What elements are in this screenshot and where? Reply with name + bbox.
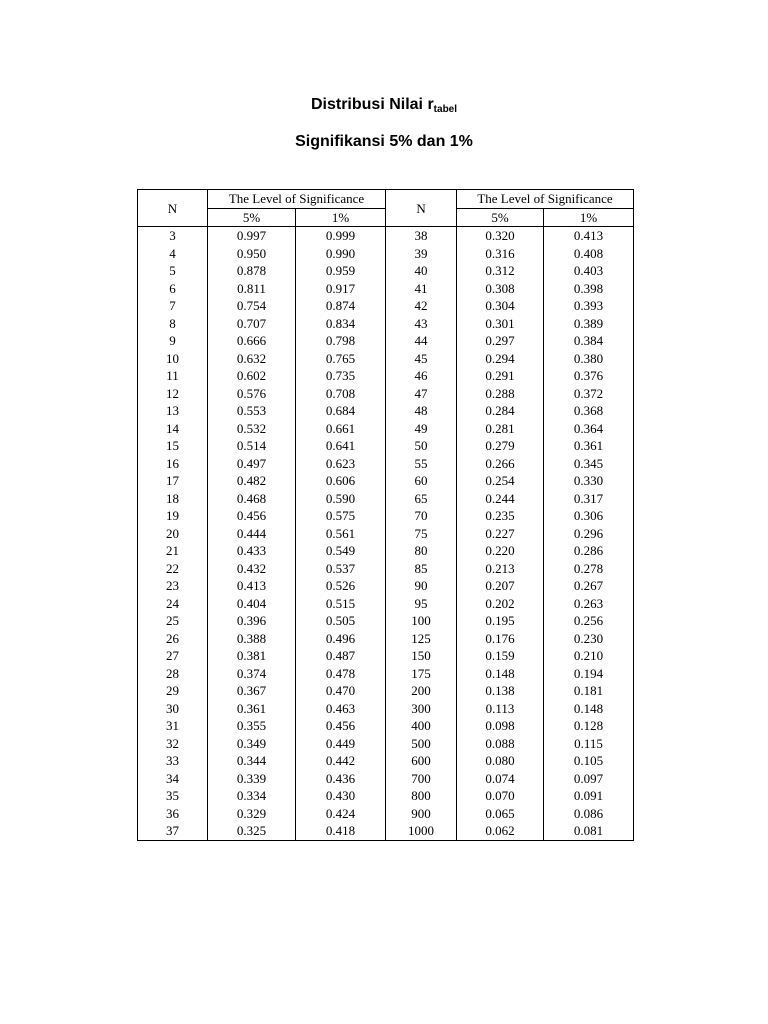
sig5-cell-right: 0.176 — [457, 630, 544, 648]
sig5-cell-right: 0.080 — [457, 752, 544, 770]
table-row — [138, 227, 634, 245]
sig1-cell-right: 0.286 — [544, 542, 634, 560]
table-row — [138, 770, 634, 788]
sig1-cell-left: 0.470 — [296, 682, 386, 700]
table-row — [138, 525, 634, 543]
n-cell-left: 3 — [138, 227, 208, 245]
sig1-cell-left: 0.661 — [296, 420, 386, 438]
n-cell-right: 65 — [386, 490, 457, 508]
n-cell-right: 39 — [386, 245, 457, 263]
sig1-cell-left: 0.623 — [296, 455, 386, 473]
sig5-cell-right: 0.304 — [457, 297, 544, 315]
n-cell-right: 40 — [386, 262, 457, 280]
sig5-cell-left: 0.632 — [208, 350, 296, 368]
sig5-cell-left: 0.754 — [208, 297, 296, 315]
sig5-cell-left: 0.432 — [208, 560, 296, 578]
sig1-cell-right: 0.278 — [544, 560, 634, 578]
sig1-cell-left: 0.478 — [296, 665, 386, 683]
table-row — [138, 542, 634, 560]
sig5-cell-right: 0.113 — [457, 700, 544, 718]
sig5-cell-right: 0.294 — [457, 350, 544, 368]
table-row — [138, 297, 634, 315]
n-cell-left: 31 — [138, 717, 208, 735]
n-cell-left: 30 — [138, 700, 208, 718]
table-row — [138, 385, 634, 403]
n-cell-left: 32 — [138, 735, 208, 753]
n-cell-right: 70 — [386, 507, 457, 525]
sig5-cell-right: 0.301 — [457, 315, 544, 333]
sig5-cell-left: 0.396 — [208, 612, 296, 630]
sig5-cell-left: 0.367 — [208, 682, 296, 700]
n-cell-right: 43 — [386, 315, 457, 333]
sig5-cell-left: 0.404 — [208, 595, 296, 613]
n-cell-left: 28 — [138, 665, 208, 683]
n-cell-left: 17 — [138, 472, 208, 490]
table-row — [138, 700, 634, 718]
table-row — [138, 630, 634, 648]
table-row — [138, 682, 634, 700]
table-row — [138, 612, 634, 630]
n-cell-left: 11 — [138, 367, 208, 385]
sig1-cell-left: 0.765 — [296, 350, 386, 368]
sig1-cell-left: 0.874 — [296, 297, 386, 315]
sig5-cell-right: 0.062 — [457, 822, 544, 840]
sig5-cell-left: 0.811 — [208, 280, 296, 298]
sig5-cell-left: 0.388 — [208, 630, 296, 648]
n-cell-right: 500 — [386, 735, 457, 753]
title-subscript: tabel — [433, 104, 458, 115]
n-cell-left: 27 — [138, 647, 208, 665]
sig1-cell-left: 0.606 — [296, 472, 386, 490]
n-cell-right: 600 — [386, 752, 457, 770]
n-cell-right: 80 — [386, 542, 457, 560]
sig1-cell-left: 0.708 — [296, 385, 386, 403]
n-cell-right: 200 — [386, 682, 457, 700]
sig5-cell-left: 0.997 — [208, 227, 296, 245]
n-cell-left: 5 — [138, 262, 208, 280]
sig5-cell-right: 0.284 — [457, 402, 544, 420]
r-table — [137, 189, 634, 841]
n-header-right: N — [386, 190, 457, 227]
table-body — [138, 227, 634, 841]
sig5-cell-right: 0.235 — [457, 507, 544, 525]
sig5-cell-left: 0.576 — [208, 385, 296, 403]
table-row — [138, 595, 634, 613]
sig1-cell-right: 0.317 — [544, 490, 634, 508]
sig1-cell-left: 0.526 — [296, 577, 386, 595]
level-header-right: The Level of Significance — [457, 190, 634, 209]
sig1-cell-right: 0.081 — [544, 822, 634, 840]
pct5-header-right: 5% — [457, 208, 544, 227]
n-cell-right: 1000 — [386, 822, 457, 840]
sig5-cell-right: 0.281 — [457, 420, 544, 438]
sig1-cell-left: 0.575 — [296, 507, 386, 525]
n-cell-left: 12 — [138, 385, 208, 403]
sig1-cell-left: 0.641 — [296, 437, 386, 455]
sig1-cell-right: 0.393 — [544, 297, 634, 315]
table-row — [138, 665, 634, 683]
sig5-cell-left: 0.553 — [208, 402, 296, 420]
sig5-cell-left: 0.339 — [208, 770, 296, 788]
sig1-cell-right: 0.398 — [544, 280, 634, 298]
sig5-cell-left: 0.482 — [208, 472, 296, 490]
n-cell-right: 800 — [386, 787, 457, 805]
sig1-cell-right: 0.296 — [544, 525, 634, 543]
n-cell-left: 33 — [138, 752, 208, 770]
table-row — [138, 420, 634, 438]
n-cell-left: 35 — [138, 787, 208, 805]
sig1-cell-right: 0.115 — [544, 735, 634, 753]
sig5-cell-left: 0.468 — [208, 490, 296, 508]
sig1-cell-left: 0.590 — [296, 490, 386, 508]
sig5-cell-left: 0.344 — [208, 752, 296, 770]
sig5-cell-right: 0.098 — [457, 717, 544, 735]
level-header-left: The Level of Significance — [208, 190, 386, 209]
n-cell-right: 90 — [386, 577, 457, 595]
n-cell-right: 60 — [386, 472, 457, 490]
n-cell-left: 24 — [138, 595, 208, 613]
n-cell-left: 14 — [138, 420, 208, 438]
n-cell-right: 150 — [386, 647, 457, 665]
n-cell-right: 125 — [386, 630, 457, 648]
sig5-cell-right: 0.220 — [457, 542, 544, 560]
sig1-cell-left: 0.449 — [296, 735, 386, 753]
sig1-cell-right: 0.148 — [544, 700, 634, 718]
n-cell-right: 85 — [386, 560, 457, 578]
sig5-cell-right: 0.195 — [457, 612, 544, 630]
n-cell-right: 38 — [386, 227, 457, 245]
sig5-cell-left: 0.602 — [208, 367, 296, 385]
sig5-cell-left: 0.707 — [208, 315, 296, 333]
sig5-cell-right: 0.316 — [457, 245, 544, 263]
n-cell-right: 300 — [386, 700, 457, 718]
pct1-header-right: 1% — [544, 208, 634, 227]
sig1-cell-left: 0.735 — [296, 367, 386, 385]
n-cell-left: 21 — [138, 542, 208, 560]
sig1-cell-left: 0.424 — [296, 805, 386, 823]
sig1-cell-left: 0.430 — [296, 787, 386, 805]
n-cell-left: 13 — [138, 402, 208, 420]
sig1-cell-right: 0.194 — [544, 665, 634, 683]
sig1-cell-left: 0.418 — [296, 822, 386, 840]
sig1-cell-right: 0.372 — [544, 385, 634, 403]
sig1-cell-left: 0.436 — [296, 770, 386, 788]
sig5-cell-right: 0.266 — [457, 455, 544, 473]
sig5-cell-left: 0.497 — [208, 455, 296, 473]
sig1-cell-left: 0.684 — [296, 402, 386, 420]
table-row — [138, 752, 634, 770]
sig5-cell-left: 0.514 — [208, 437, 296, 455]
n-cell-left: 23 — [138, 577, 208, 595]
sig5-cell-right: 0.202 — [457, 595, 544, 613]
sig1-cell-right: 0.263 — [544, 595, 634, 613]
table-row — [138, 367, 634, 385]
n-cell-right: 175 — [386, 665, 457, 683]
sig1-cell-right: 0.368 — [544, 402, 634, 420]
n-cell-right: 100 — [386, 612, 457, 630]
n-cell-left: 10 — [138, 350, 208, 368]
table-row — [138, 717, 634, 735]
n-cell-right: 44 — [386, 332, 457, 350]
title-text: Distribusi Nilai r — [310, 96, 434, 113]
sig5-cell-left: 0.950 — [208, 245, 296, 263]
table-row — [138, 315, 634, 333]
sig1-cell-right: 0.128 — [544, 717, 634, 735]
n-cell-right: 49 — [386, 420, 457, 438]
sig5-cell-left: 0.413 — [208, 577, 296, 595]
sig1-cell-left: 0.442 — [296, 752, 386, 770]
pct5-header-left: 5% — [208, 208, 296, 227]
table-row — [138, 472, 634, 490]
sig1-cell-right: 0.361 — [544, 437, 634, 455]
sig5-cell-right: 0.207 — [457, 577, 544, 595]
sig5-cell-left: 0.878 — [208, 262, 296, 280]
n-cell-left: 25 — [138, 612, 208, 630]
sig1-cell-right: 0.105 — [544, 752, 634, 770]
table-row — [138, 822, 634, 840]
sig5-cell-right: 0.213 — [457, 560, 544, 578]
sig5-cell-left: 0.381 — [208, 647, 296, 665]
sig1-cell-right: 0.380 — [544, 350, 634, 368]
table-row — [138, 262, 634, 280]
table-row — [138, 280, 634, 298]
sig5-cell-left: 0.334 — [208, 787, 296, 805]
table-row — [138, 402, 634, 420]
n-cell-right: 50 — [386, 437, 457, 455]
sig5-cell-right: 0.254 — [457, 472, 544, 490]
n-cell-right: 900 — [386, 805, 457, 823]
sig5-cell-right: 0.065 — [457, 805, 544, 823]
sig5-cell-right: 0.308 — [457, 280, 544, 298]
table-row — [138, 350, 634, 368]
n-cell-left: 34 — [138, 770, 208, 788]
n-cell-left: 4 — [138, 245, 208, 263]
sig1-cell-left: 0.505 — [296, 612, 386, 630]
sig5-cell-left: 0.349 — [208, 735, 296, 753]
sig5-cell-right: 0.291 — [457, 367, 544, 385]
sig1-cell-right: 0.330 — [544, 472, 634, 490]
sig5-cell-right: 0.138 — [457, 682, 544, 700]
page-subtitle: Signifikansi 5% dan 1% — [295, 133, 473, 150]
sig5-cell-right: 0.070 — [457, 787, 544, 805]
sig1-cell-right: 0.389 — [544, 315, 634, 333]
sig1-cell-right: 0.413 — [544, 227, 634, 245]
table-row — [138, 507, 634, 525]
sig5-cell-left: 0.329 — [208, 805, 296, 823]
n-cell-right: 55 — [386, 455, 457, 473]
sig1-cell-left: 0.549 — [296, 542, 386, 560]
n-cell-left: 18 — [138, 490, 208, 508]
sig5-cell-left: 0.433 — [208, 542, 296, 560]
sig5-cell-right: 0.288 — [457, 385, 544, 403]
table-row — [138, 245, 634, 263]
n-cell-left: 36 — [138, 805, 208, 823]
n-cell-right: 700 — [386, 770, 457, 788]
sig1-cell-left: 0.487 — [296, 647, 386, 665]
table-row — [138, 787, 634, 805]
n-cell-left: 7 — [138, 297, 208, 315]
table-row — [138, 560, 634, 578]
n-cell-left: 16 — [138, 455, 208, 473]
table-header — [138, 190, 634, 227]
sig1-cell-right: 0.086 — [544, 805, 634, 823]
sig5-cell-left: 0.361 — [208, 700, 296, 718]
sig5-cell-left: 0.444 — [208, 525, 296, 543]
sig1-cell-left: 0.515 — [296, 595, 386, 613]
sig5-cell-left: 0.456 — [208, 507, 296, 525]
sig1-cell-left: 0.999 — [296, 227, 386, 245]
table-row — [138, 735, 634, 753]
n-cell-right: 42 — [386, 297, 457, 315]
n-cell-right: 46 — [386, 367, 457, 385]
sig1-cell-right: 0.267 — [544, 577, 634, 595]
sig5-cell-right: 0.320 — [457, 227, 544, 245]
sig1-cell-right: 0.181 — [544, 682, 634, 700]
sig1-cell-left: 0.959 — [296, 262, 386, 280]
sig1-cell-right: 0.403 — [544, 262, 634, 280]
n-cell-right: 48 — [386, 402, 457, 420]
table-row — [138, 455, 634, 473]
sig5-cell-left: 0.355 — [208, 717, 296, 735]
sig1-cell-right: 0.408 — [544, 245, 634, 263]
sig1-cell-right: 0.384 — [544, 332, 634, 350]
sig5-cell-right: 0.074 — [457, 770, 544, 788]
n-cell-right: 75 — [386, 525, 457, 543]
sig5-cell-right: 0.279 — [457, 437, 544, 455]
sig1-cell-right: 0.364 — [544, 420, 634, 438]
table-row — [138, 332, 634, 350]
sig1-cell-right: 0.345 — [544, 455, 634, 473]
table-row — [138, 647, 634, 665]
n-cell-left: 6 — [138, 280, 208, 298]
n-cell-left: 15 — [138, 437, 208, 455]
n-cell-left: 8 — [138, 315, 208, 333]
n-cell-left: 37 — [138, 822, 208, 840]
table-row — [138, 805, 634, 823]
n-cell-left: 19 — [138, 507, 208, 525]
n-cell-left: 29 — [138, 682, 208, 700]
n-cell-left: 26 — [138, 630, 208, 648]
sig1-cell-left: 0.834 — [296, 315, 386, 333]
sig1-cell-left: 0.456 — [296, 717, 386, 735]
sig1-cell-right: 0.097 — [544, 770, 634, 788]
sig1-cell-left: 0.798 — [296, 332, 386, 350]
sig5-cell-left: 0.666 — [208, 332, 296, 350]
n-cell-left: 20 — [138, 525, 208, 543]
n-cell-right: 400 — [386, 717, 457, 735]
sig1-cell-right: 0.230 — [544, 630, 634, 648]
sig5-cell-right: 0.312 — [457, 262, 544, 280]
sig1-cell-right: 0.306 — [544, 507, 634, 525]
n-cell-right: 47 — [386, 385, 457, 403]
n-cell-right: 95 — [386, 595, 457, 613]
sig5-cell-right: 0.088 — [457, 735, 544, 753]
n-cell-left: 22 — [138, 560, 208, 578]
sig1-cell-right: 0.091 — [544, 787, 634, 805]
n-cell-right: 41 — [386, 280, 457, 298]
sig1-cell-left: 0.496 — [296, 630, 386, 648]
n-header-left: N — [138, 190, 208, 227]
table-row — [138, 490, 634, 508]
sig5-cell-right: 0.159 — [457, 647, 544, 665]
sig1-cell-right: 0.210 — [544, 647, 634, 665]
sig1-cell-left: 0.463 — [296, 700, 386, 718]
table-row — [138, 577, 634, 595]
sig5-cell-left: 0.532 — [208, 420, 296, 438]
n-cell-right: 45 — [386, 350, 457, 368]
sig5-cell-right: 0.244 — [457, 490, 544, 508]
pct1-header-left: 1% — [296, 208, 386, 227]
sig1-cell-left: 0.917 — [296, 280, 386, 298]
sig5-cell-right: 0.227 — [457, 525, 544, 543]
sig1-cell-left: 0.537 — [296, 560, 386, 578]
n-cell-left: 9 — [138, 332, 208, 350]
sig5-cell-left: 0.325 — [208, 822, 296, 840]
header-row — [138, 190, 634, 209]
sig1-cell-right: 0.376 — [544, 367, 634, 385]
table-row — [138, 437, 634, 455]
sig5-cell-right: 0.297 — [457, 332, 544, 350]
sig5-cell-right: 0.148 — [457, 665, 544, 683]
sig1-cell-left: 0.990 — [296, 245, 386, 263]
sig5-cell-left: 0.374 — [208, 665, 296, 683]
page-title — [0, 96, 768, 114]
sig1-cell-right: 0.256 — [544, 612, 634, 630]
sig1-cell-left: 0.561 — [296, 525, 386, 543]
